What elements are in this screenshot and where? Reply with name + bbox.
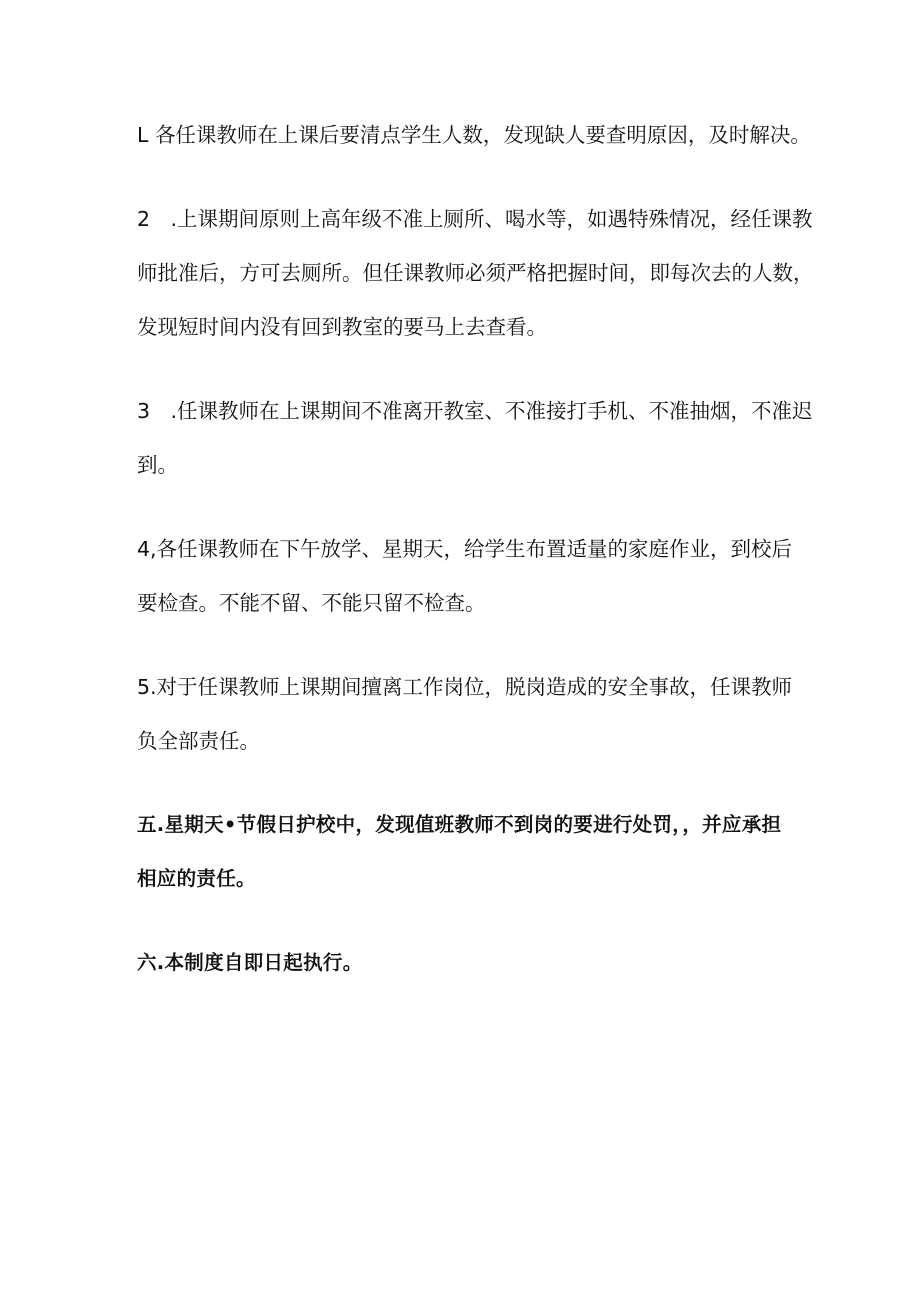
section-6-paragraph (137, 936, 797, 990)
rule-1-paragraph (137, 108, 811, 162)
document-body (137, 108, 814, 1020)
text-line: 4,各任课教师在下午放学、星期天，给学生布置适量的家庭作业，到校后 (137, 537, 793, 561)
text-line: 师批准后，方可去厕所。但任课教师必须严格把握时间，即每次去的人数， (137, 261, 814, 285)
rule-2-paragraph (137, 192, 814, 354)
text-line: 5.对于任课教师上课期间擅离工作岗位，脱岗造成的安全事故，任课教师 (137, 675, 793, 699)
text-line: 相应的责任。 (137, 867, 256, 890)
rule-3-paragraph (137, 384, 813, 492)
text-line: 3 .任课教师在上课期间不准离开教室、不准接打手机、不准抽烟，不准迟 (137, 399, 813, 423)
text-line: 负全部责任。 (137, 729, 260, 753)
text-line: 六.本制度自即日起执行。 (137, 951, 363, 974)
text-line: 到。 (137, 453, 178, 477)
rule-4-paragraph (137, 522, 797, 630)
text-line: 2 .上课期间原则上高年级不准上厕所、喝水等，如遇特殊情况，经任课教 (137, 207, 813, 231)
rule-5-paragraph (137, 660, 797, 768)
text-line: 发现短时间内没有回到教室的要马上去查看。 (137, 315, 547, 339)
section-5-paragraph (137, 798, 797, 906)
text-line: 要检查。不能不留、不能只留不检查。 (137, 591, 486, 615)
text-line: L 各任课教师在上课后要清点学生人数，发现缺人要查明原因，及时解决。 (137, 123, 811, 147)
text-line: 五.星期天•节假日护校中，发现值班教师不到岗的要进行处罚，，并应承担 (137, 813, 782, 836)
